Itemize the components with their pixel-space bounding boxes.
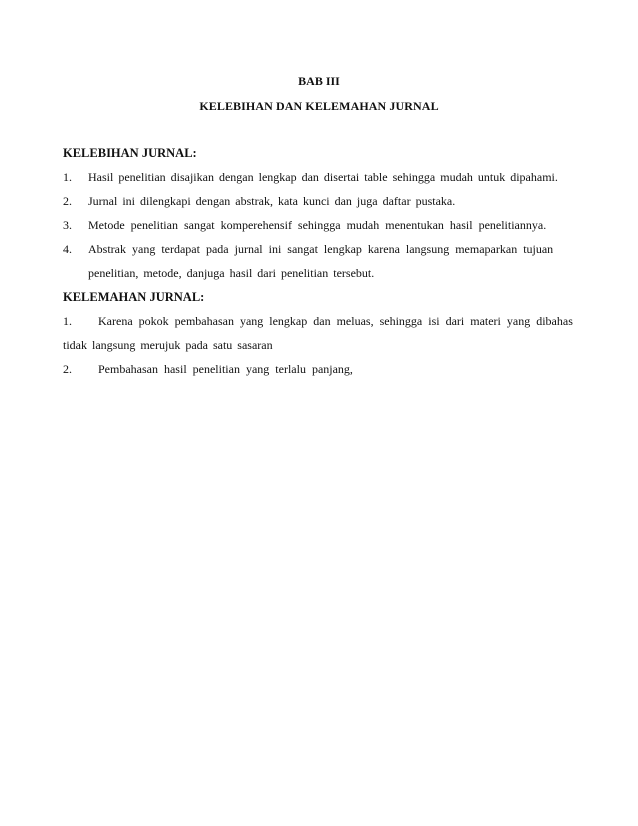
chapter-number: BAB III xyxy=(298,74,340,88)
kelebihan-item-3-number: 3. xyxy=(63,218,72,232)
kelebihan-item-1-text: Hasil penelitian disajikan dengan lengkap dan disertai table sehingga mudah untuk dipahami. xyxy=(88,170,558,184)
kelemahan-heading: KELEMAHAN JURNAL: xyxy=(63,290,205,304)
kelebihan-item-3-text: Metode penelitian sangat komperehensif sehingga mudah menentukan hasil penelitiannya. xyxy=(88,218,547,232)
kelebihan-item-4-number: 4. xyxy=(63,242,72,256)
kelebihan-item-1-number: 1. xyxy=(63,170,72,184)
kelemahan-item-1-number: 1. xyxy=(63,314,72,328)
kelebihan-item-4-text: Abstrak yang terdapat pada jurnal ini sangat lengkap karena langsung memaparkan tujuan xyxy=(88,242,554,256)
kelebihan-item-2-text: Jurnal ini dilengkapi dengan abstrak, kata kunci dan juga daftar pustaka. xyxy=(88,194,456,208)
kelemahan-item-1-continuation: tidak langsung merujuk pada satu sasaran xyxy=(63,338,273,352)
chapter-title: KELEBIHAN DAN KELEMAHAN JURNAL xyxy=(199,99,439,113)
kelemahan-item-1-text: Karena pokok pembahasan yang lengkap dan meluas, sehingga isi dari materi yang dibahas xyxy=(98,314,573,328)
kelebihan-item-4-continuation: penelitian, metode, danjuga hasil dari penelitian tersebut. xyxy=(88,266,375,280)
kelebihan-item-2-number: 2. xyxy=(63,194,72,208)
kelebihan-heading: KELEBIHAN JURNAL: xyxy=(63,146,197,160)
kelemahan-item-2-text: Pembahasan hasil penelitian yang terlalu panjang, xyxy=(98,362,353,376)
kelemahan-item-2-number: 2. xyxy=(63,362,72,376)
